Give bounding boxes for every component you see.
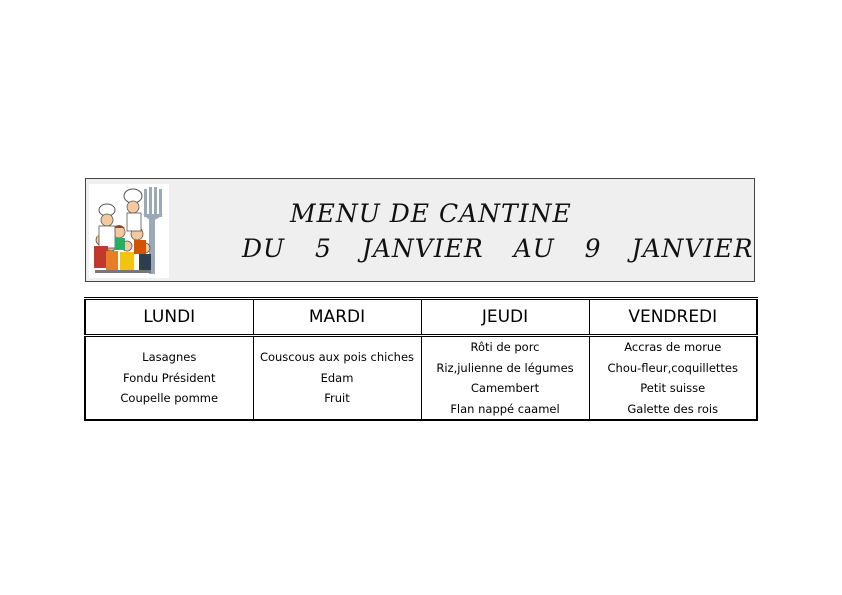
menu-cell-lundi	[85, 336, 253, 421]
dish-item: Rôti de porc	[470, 340, 540, 354]
dish-item: Galette des rois	[627, 401, 719, 416]
dish-item: Chou-fleur,coquillettes	[607, 360, 738, 375]
dish-item: Riz,julienne de légumes	[436, 360, 574, 375]
day-header-mardi: MARDI	[253, 299, 421, 336]
menu-title: MENU DE CANTINE	[290, 199, 572, 228]
cooks-illustration-icon	[89, 184, 169, 278]
dish-item: Petit suisse	[640, 381, 706, 395]
menu-header	[85, 178, 755, 282]
day-header-jeudi: JEUDI	[421, 299, 589, 336]
day-header-vendredi: VENDREDI	[589, 299, 757, 336]
dish-item: Coupelle pomme	[120, 391, 219, 406]
menu-cell-jeudi	[421, 336, 589, 421]
day-header-lundi: LUNDI	[85, 299, 253, 336]
table-row	[85, 336, 757, 421]
table-header-row	[85, 299, 757, 336]
dish-item: Edam	[320, 370, 354, 385]
dish-item: Accras de morue	[624, 340, 722, 354]
dish-item: Fruit	[324, 391, 350, 406]
dish-item: Flan nappé caamel	[450, 401, 560, 416]
dish-item: Lasagnes	[142, 350, 197, 365]
dish-item: Fondu Président	[123, 370, 216, 385]
dish-item: Couscous aux pois chiches	[259, 350, 415, 365]
weekly-menu-table	[84, 297, 758, 421]
menu-cell-vendredi	[589, 336, 757, 421]
dish-item: Camembert	[470, 381, 540, 395]
menu-cell-mardi	[253, 336, 421, 421]
menu-date-range: DU 5 JANVIER AU 9 JANVIER	[242, 234, 754, 263]
